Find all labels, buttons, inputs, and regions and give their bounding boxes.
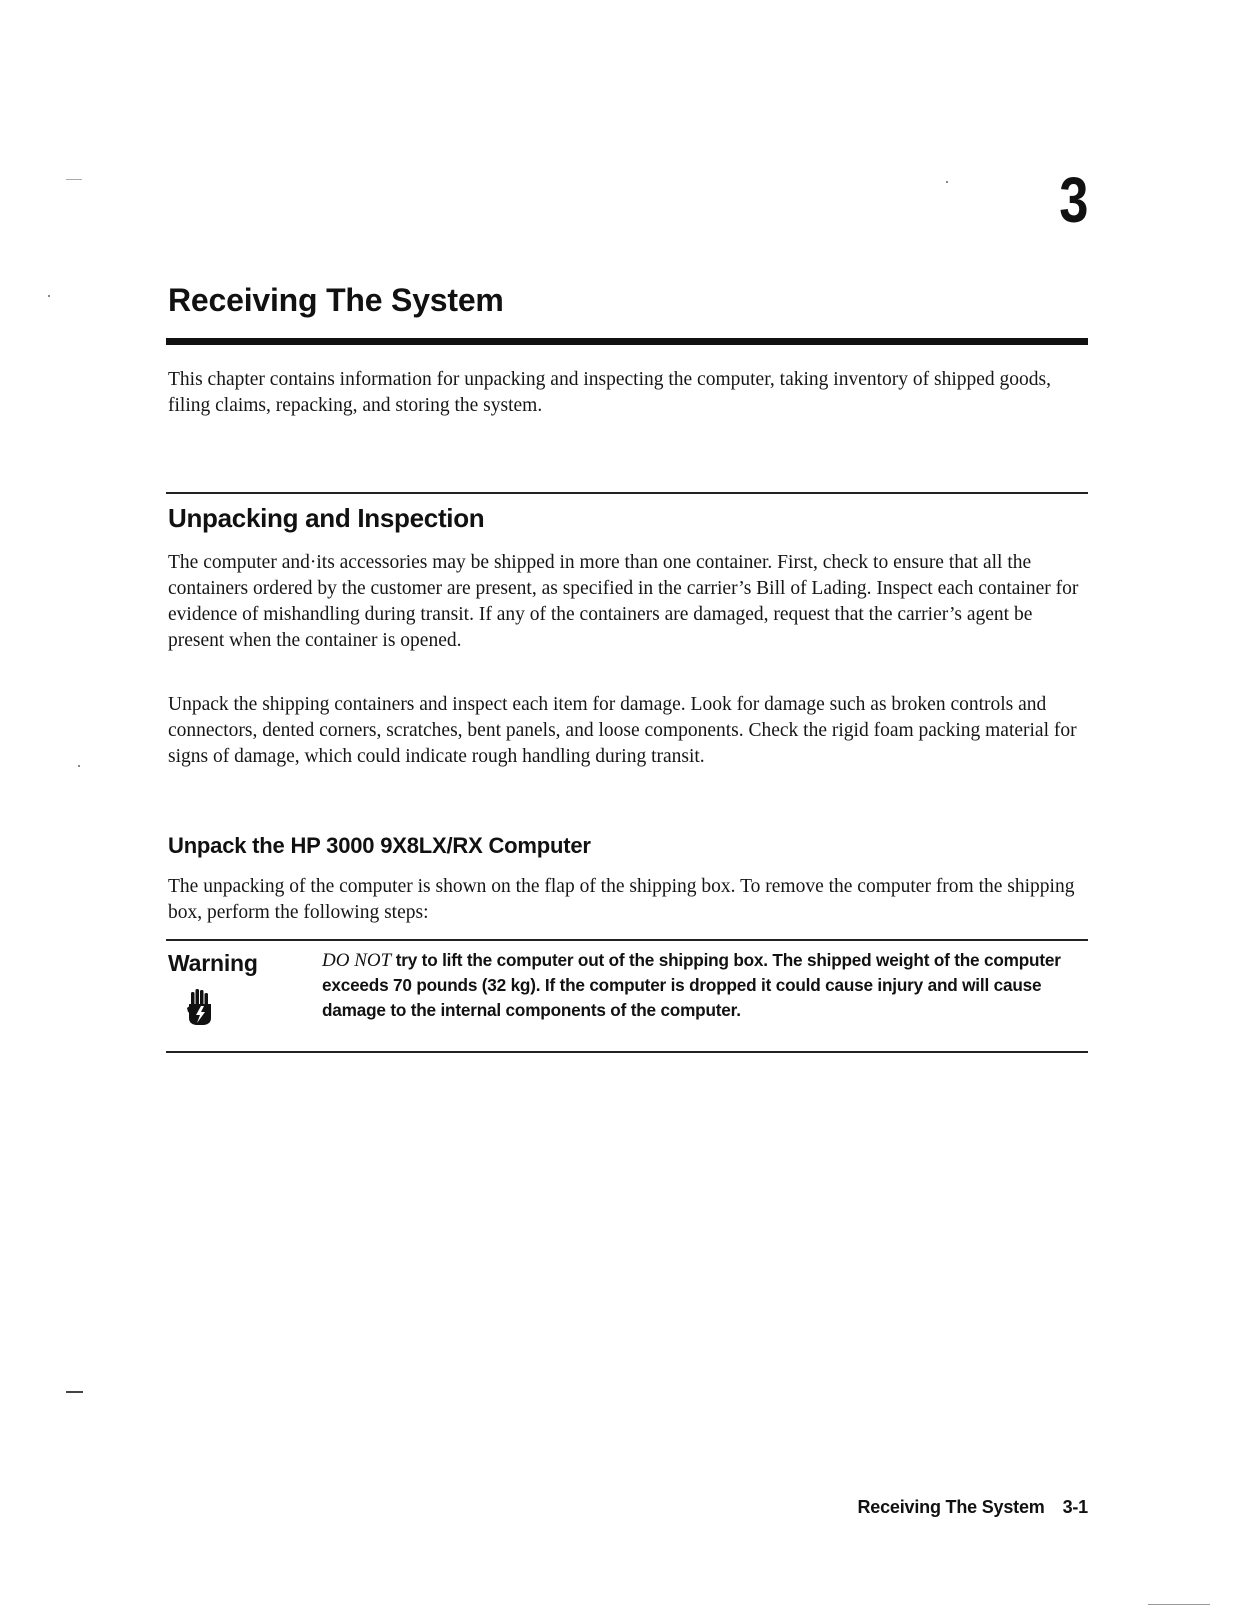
warning-body: try to lift the computer out of the shipping box. The shipped weight of the computer exceeds 70 pounds (32 kg). If the computer is dropped it could cause injury and will cause damage to the internal components of the computer.	[322, 950, 1061, 1020]
section-rule	[166, 492, 1088, 494]
scan-speck	[946, 181, 948, 183]
subsection-paragraph: The unpacking of the computer is shown on the flap of the shipping box. To remove the computer from the shipping box, perform the following steps:	[168, 876, 1075, 923]
scan-speck	[48, 295, 50, 297]
warning-emphasis: DO NOT	[322, 950, 392, 971]
hand-warning-icon	[186, 988, 214, 1028]
warning-text	[322, 948, 1092, 1023]
chapter-number: 3	[1059, 164, 1088, 236]
page-number: 3-1	[1062, 1497, 1088, 1517]
warning-bottom-rule	[166, 1051, 1088, 1053]
chapter-title: Receiving The System	[168, 282, 504, 318]
margin-mark	[66, 179, 82, 180]
scan-speck	[78, 765, 80, 767]
subsection-heading: Unpack the HP 3000 9X8LX/RX Computer	[168, 833, 591, 858]
warning-label: Warning	[168, 950, 258, 976]
section-paragraph-2: Unpack the shipping containers and inspect each item for damage. Look for damage such as broken controls and connectors, dented corners, scratches, bent panels, and loose components. Check the rigid foam packing material for signs of damage, which could indicate rough handling during transit.	[168, 694, 1077, 767]
title-rule	[166, 338, 1088, 345]
page-footer	[858, 1497, 1089, 1519]
section-paragraph-1: The computer and·its accessories may be shipped in more than one container. First, check to ensure that all the containers ordered by the customer are present, as specified in the carrier’s Bill of Lading. Inspect each container for evidence of mishandling during transit. If any of the containers are damaged, request that the carrier’s agent be present when the container is opened.	[168, 552, 1079, 651]
footer-title: Receiving The System	[857, 1497, 1045, 1517]
margin-mark	[1148, 1604, 1210, 1605]
margin-mark	[66, 1391, 83, 1393]
warning-top-rule	[166, 939, 1088, 941]
section-heading: Unpacking and Inspection	[168, 503, 485, 533]
intro-paragraph: This chapter contains information for unpacking and inspecting the computer, taking inventory of shipped goods, filing claims, repacking, and storing the system.	[168, 369, 1052, 416]
